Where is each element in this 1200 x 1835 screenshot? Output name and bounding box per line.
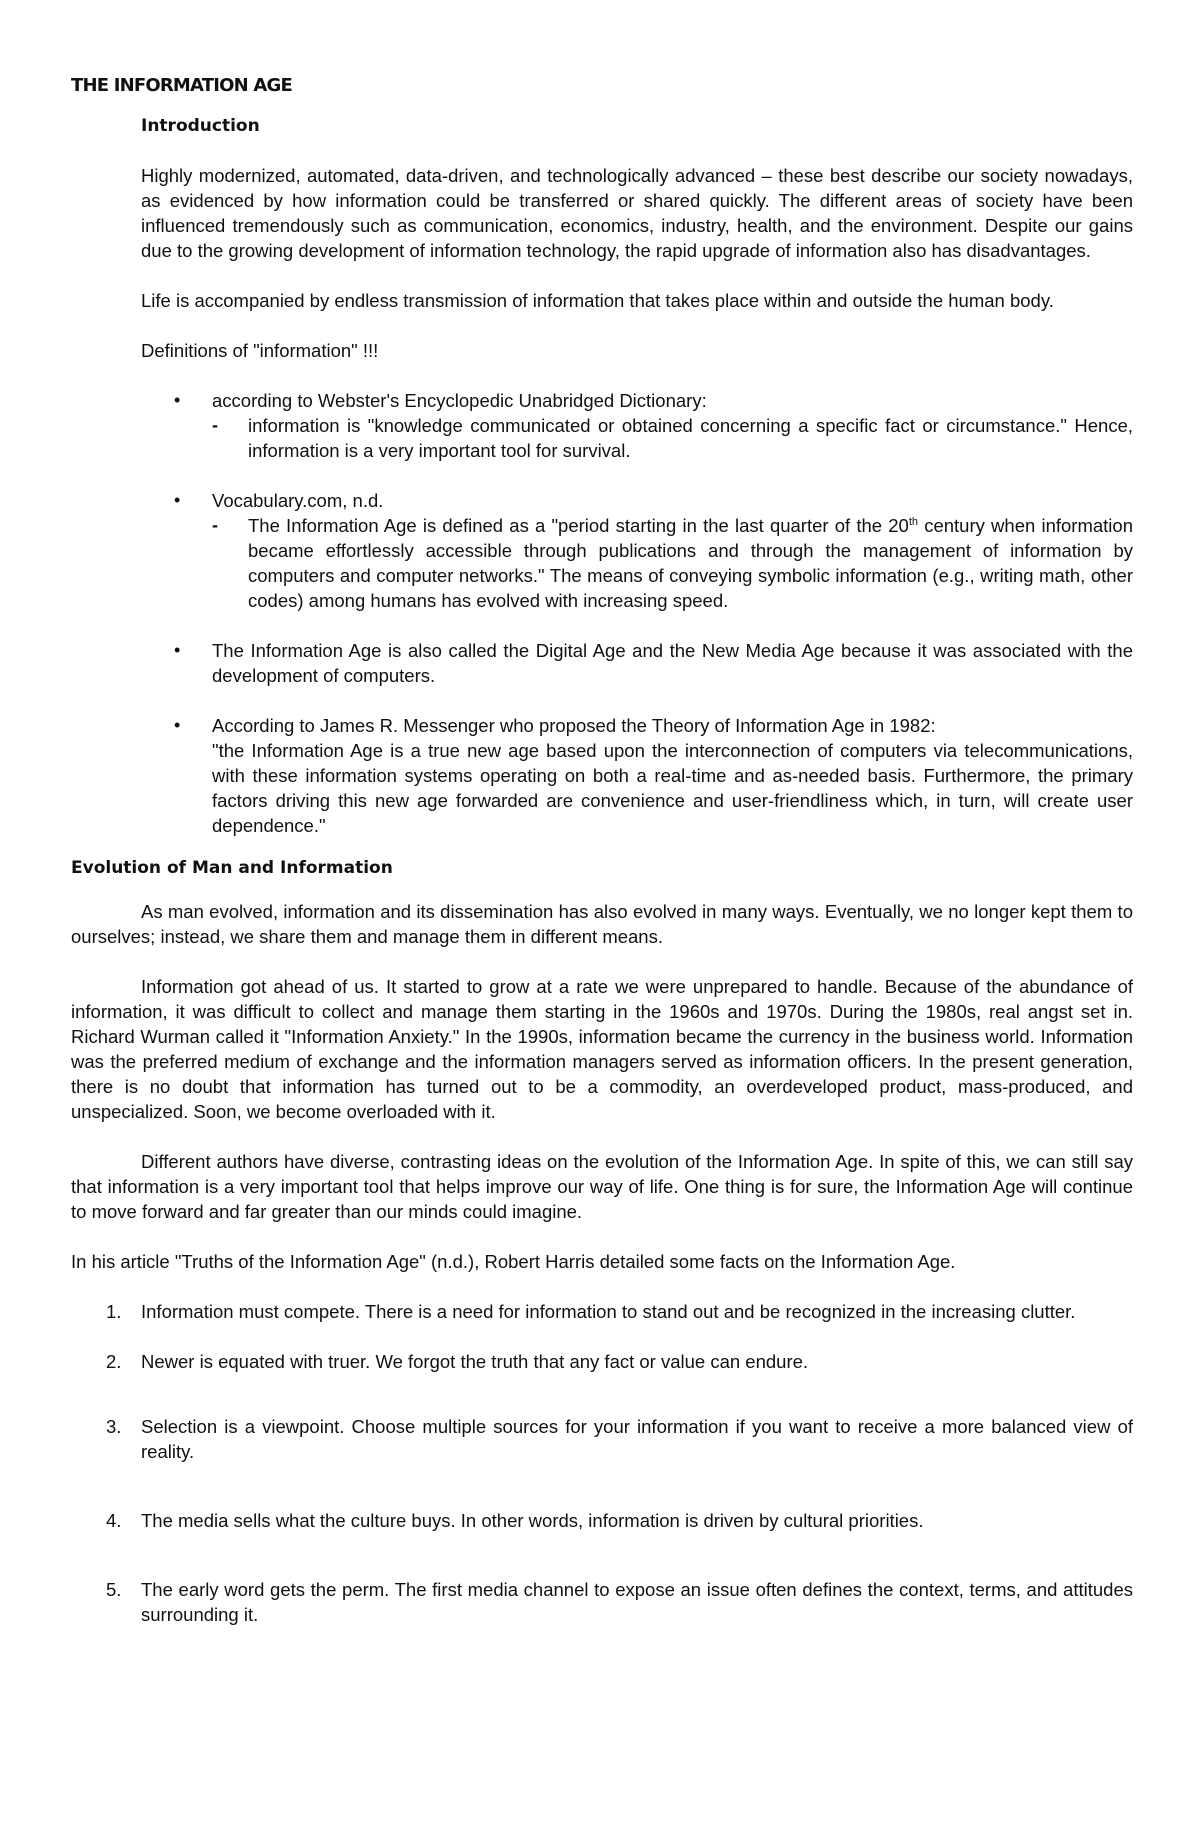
- dash-icon: -: [212, 415, 218, 435]
- truth-item: [71, 1349, 1133, 1374]
- truths-list: [71, 1299, 1133, 1627]
- intro-paragraph-2: Life is accompanied by endless transmission of information that takes place within and outside the human body.: [141, 290, 1054, 311]
- truth-number: 4.: [106, 1510, 122, 1531]
- definition-source: according to Webster's Encyclopedic Unabridged Dictionary:: [212, 390, 707, 411]
- evolution-heading: Evolution of Man and Information: [71, 858, 393, 878]
- evolution-paragraph-2: Information got ahead of us. It started to grow at a rate we were unprepared to handle. Because of the abundance of information, it was difficult to collect and manage them starting in the 1960s and 1970s. During the 1980s, real angst set in. Richard Wurman called it "Information Anxiety." In the 1990s, information became the currency in the business world. Information was the preferred medium of exchange and the information managers served as information officers. In the present generation, there is no doubt that information has turned out to be a commodity, an overdeveloped product, mass-produced, and unspecialized. Soon, we become overloaded with it.: [71, 976, 1133, 1122]
- truth-text: The media sells what the culture buys. In other words, information is driven by cultural priorities.: [141, 1510, 924, 1531]
- evolution-paragraph-1: As man evolved, information and its dissemination has also evolved in many ways. Eventually, we no longer kept them to ourselves; instead, we share them and manage them in different means.: [71, 901, 1133, 947]
- intro-paragraph-1: Highly modernized, automated, data-driven, and technologically advanced – these best describe our society nowadays, as evidenced by how information could be transferred or shared quickly. The different areas of society have been influenced tremendously such as communication, economics, industry, health, and the environment. Despite our gains due to the growing development of information technology, the rapid upgrade of information also has disadvantages.: [141, 165, 1133, 261]
- definition-sub-item: [212, 413, 1133, 463]
- definition-bullet: [71, 713, 1133, 838]
- definition-text: The Information Age is also called the Digital Age and the New Media Age because it was associated with the development of computers.: [212, 640, 1133, 686]
- definitions-list: [71, 388, 1133, 838]
- truth-text: Information must compete. There is a need for information to stand out and be recognized in the increasing clutter.: [141, 1301, 1076, 1322]
- definition-quote: "the Information Age is a true new age based upon the interconnection of computers via telecommunications, with these information systems operating on both a real-time and as-needed basis. Furthermore, the primary factors driving this new age forwarded are convenience and user-friendliness which, in turn, will create user dependence.": [212, 740, 1133, 836]
- truth-number: 3.: [106, 1416, 122, 1437]
- truth-number: 2.: [106, 1351, 122, 1372]
- truth-text: Selection is a viewpoint. Choose multiple sources for your information if you want to receive a more balanced view of reality.: [141, 1416, 1133, 1462]
- bullet-icon: •: [174, 390, 181, 410]
- bullet-icon: •: [174, 715, 181, 735]
- truth-number: 1.: [106, 1301, 122, 1322]
- document-title: THE INFORMATION AGE: [71, 75, 292, 96]
- ordinal-suffix: th: [908, 516, 919, 528]
- dash-icon: -: [212, 515, 218, 535]
- definition-sub-item: [212, 513, 1133, 613]
- definition-text-end: century when information became effortlessly accessible through publications and through the management of information by computers and computer networks." The means of conveying symbolic information (e.g., writing math, other codes) among humans has evolved with increasing speed.: [248, 515, 1133, 611]
- definition-bullet: [71, 638, 1133, 688]
- introduction-heading: Introduction: [141, 116, 260, 136]
- truth-item: [71, 1414, 1133, 1464]
- truth-text: The early word gets the perm. The first media channel to expose an issue often defines the context, terms, and attitudes surrounding it.: [141, 1579, 1133, 1625]
- truth-item: [71, 1299, 1133, 1324]
- definition-bullet: [71, 488, 1133, 613]
- truth-text: Newer is equated with truer. We forgot the truth that any fact or value can endure.: [141, 1351, 809, 1372]
- truth-item: [71, 1508, 1133, 1533]
- definition-text-start: The Information Age is defined as a "period starting in the last quarter of the 20: [248, 515, 909, 536]
- definition-source: According to James R. Messenger who proposed the Theory of Information Age in 1982:: [212, 715, 936, 736]
- definition-source: Vocabulary.com, n.d.: [212, 490, 384, 511]
- truth-number: 5.: [106, 1579, 122, 1600]
- document-page: [71, 74, 1133, 1627]
- bullet-icon: •: [174, 490, 181, 510]
- bullet-icon: •: [174, 640, 181, 660]
- evolution-paragraph-4: In his article "Truths of the Information Age" (n.d.), Robert Harris detailed some facts on the Information Age.: [71, 1251, 956, 1272]
- evolution-paragraph-3: Different authors have diverse, contrasting ideas on the evolution of the Information Age. In spite of this, we can still say that information is a very important tool that helps improve our way of life. One thing is for sure, the Information Age will continue to move forward and far greater than our minds could imagine.: [71, 1151, 1133, 1222]
- definition-text: [248, 513, 1133, 613]
- definition-text: information is "knowledge communicated or obtained concerning a specific fact or circumstance." Hence, information is a very important tool for survival.: [248, 415, 1133, 461]
- definitions-label: Definitions of "information" !!!: [141, 340, 379, 361]
- definition-bullet: [71, 388, 1133, 463]
- truth-item: [71, 1577, 1133, 1627]
